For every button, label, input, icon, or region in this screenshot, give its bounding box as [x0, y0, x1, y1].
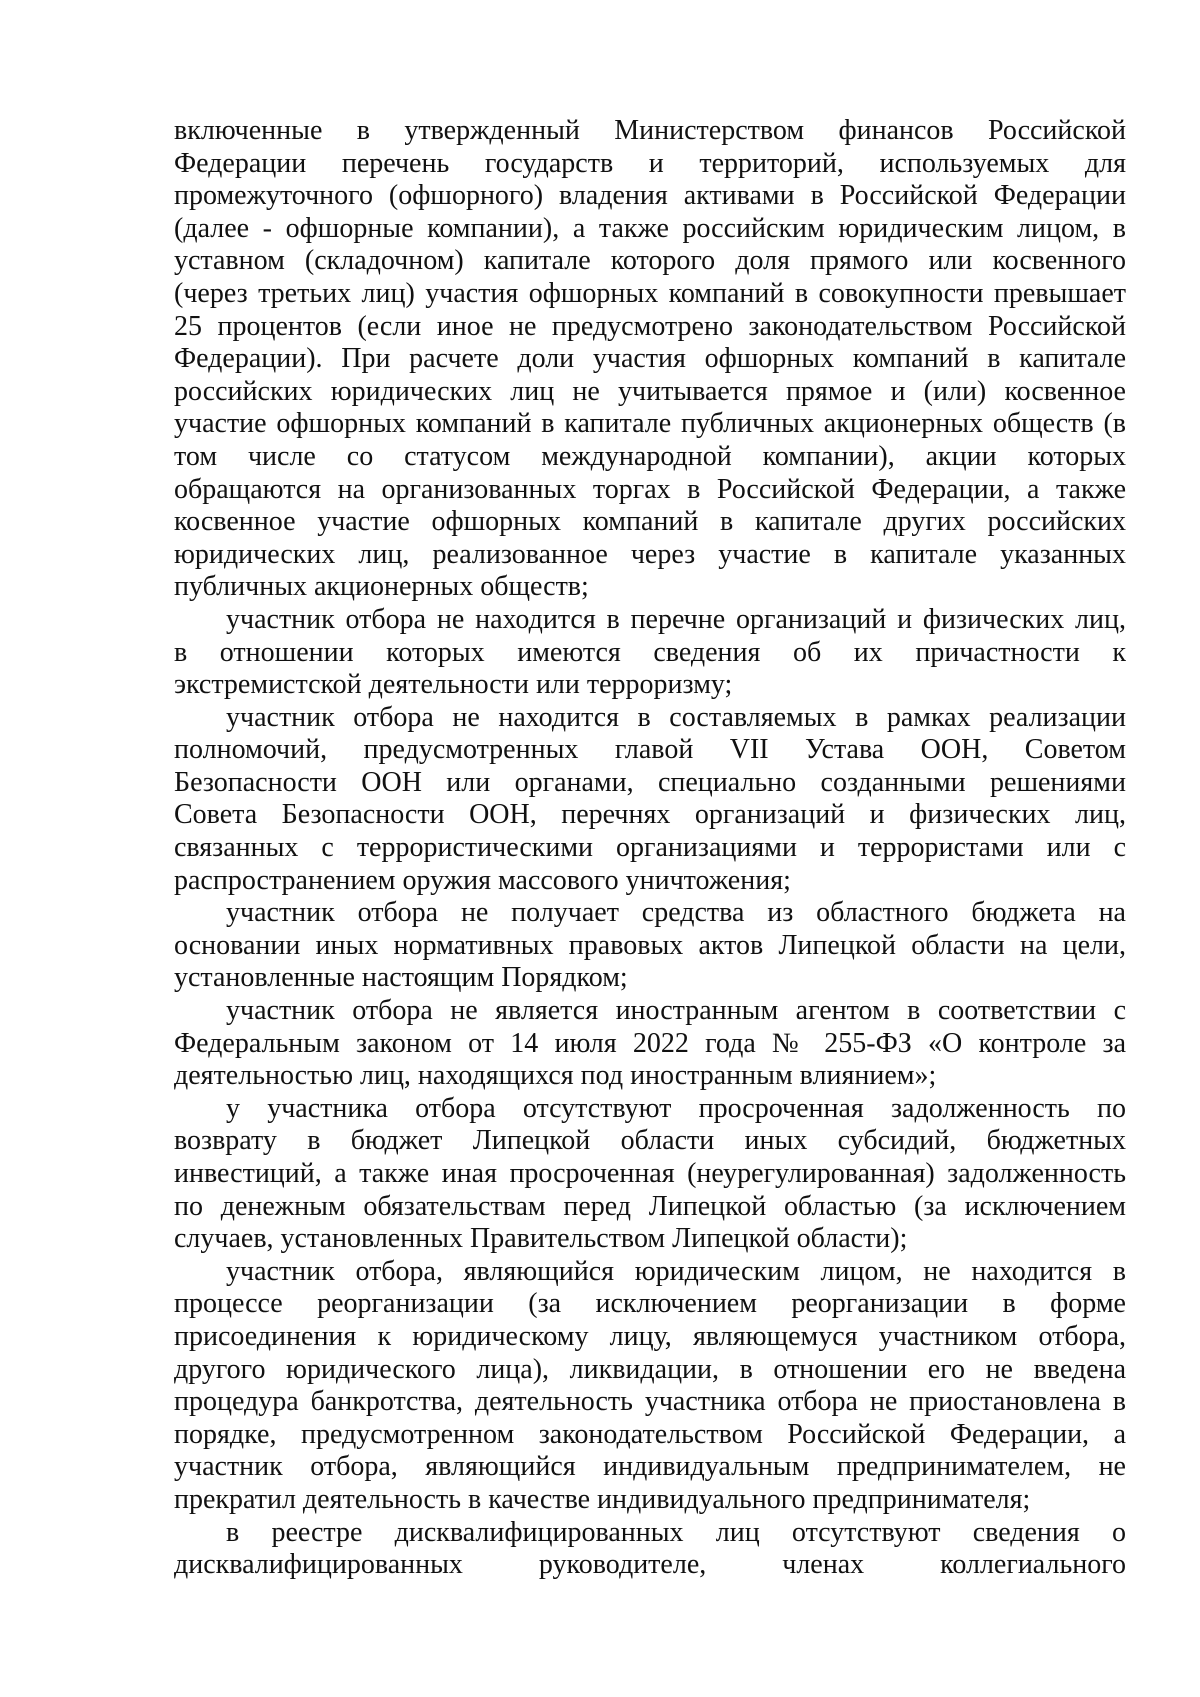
- text-line: процессе реорганизации (за исключением реорганизации в форме: [174, 1288, 1126, 1320]
- paragraph: [174, 702, 1126, 898]
- paragraph: [174, 1517, 1126, 1582]
- text-line: косвенное участие офшорных компаний в капитале других российских: [174, 506, 1126, 538]
- text-line: в отношении которых имеются сведения об их причастности к: [174, 636, 1126, 668]
- text-line: участник отбора, являющийся индивидуальным предпринимателем, не: [174, 1451, 1126, 1483]
- text-line: том числе со статусом международной компании), акции которых: [174, 440, 1126, 472]
- text-line: присоединения к юридическому лицу, являющемуся участником отбора,: [174, 1320, 1126, 1352]
- text-line: (через третьих лиц) участия офшорных компаний в совокупности превышает: [174, 277, 1126, 309]
- text-line: участник отбора не является иностранным агентом в соответствии с: [226, 995, 1126, 1027]
- text-line: Федерации перечень государств и территорий, используемых для: [174, 147, 1126, 179]
- text-line: процедура банкротства, деятельность участника отбора не приостановлена в: [174, 1386, 1126, 1418]
- text-line: участник отбора не находится в перечне организаций и физических лиц,: [226, 603, 1126, 635]
- text-line: 25 процентов (если иное не предусмотрено законодательством Российской: [174, 310, 1126, 342]
- text-line: порядке, предусмотренном законодательством Российской Федерации, а: [174, 1418, 1126, 1450]
- paragraph: [174, 1256, 1126, 1517]
- text-line: юридических лиц, реализованное через участие в капитале указанных: [174, 538, 1126, 570]
- text-line: включенные в утвержденный Министерством финансов Российской: [174, 115, 1126, 146]
- text-line: в реестре дисквалифицированных лиц отсутствуют сведения о: [226, 1516, 1126, 1548]
- text-line: уставном (складочном) капитале которого доля прямого или косвенного: [174, 245, 1126, 277]
- paragraph: [174, 115, 1126, 604]
- text-line: дисквалифицированных руководителе, членах коллегиального: [174, 1549, 1126, 1581]
- text-line: возврату в бюджет Липецкой области иных субсидий, бюджетных: [174, 1125, 1126, 1157]
- text-line: российских юридических лиц не учитывается прямое и (или) косвенное: [174, 375, 1126, 407]
- text-line: Безопасности ООН или органами, специально созданными решениями: [174, 766, 1126, 798]
- paragraph: [174, 897, 1126, 995]
- paragraph: [174, 995, 1126, 1093]
- text-line: установленные настоящим Порядком;: [174, 962, 628, 994]
- text-line: распространением оружия массового уничтожения;: [174, 864, 791, 896]
- paragraph: [174, 1093, 1126, 1256]
- text-line: Федерации). При расчете доли участия офшорных компаний в капитале: [174, 343, 1126, 375]
- document-body: [174, 115, 1126, 1582]
- text-line: другого юридического лица), ликвидации, в отношении его не введена: [174, 1353, 1126, 1385]
- text-line: обращаются на организованных торгах в Российской Федерации, а также: [174, 473, 1126, 505]
- paragraph: [174, 604, 1126, 702]
- text-line: участник отбора не находится в составляемых в рамках реализации: [226, 701, 1126, 733]
- text-line: полномочий, предусмотренных главой VII Устава ООН, Советом: [174, 734, 1126, 766]
- text-line: у участника отбора отсутствуют просроченная задолженность по: [226, 1092, 1126, 1124]
- text-line: по денежным обязательствам перед Липецкой областью (за исключением: [174, 1190, 1126, 1222]
- text-line: публичных акционерных обществ;: [174, 571, 589, 603]
- text-line: Совета Безопасности ООН, перечнях организаций и физических лиц,: [174, 799, 1126, 831]
- text-line: экстремистской деятельности или терроризму;: [174, 669, 733, 701]
- text-line: деятельностью лиц, находящихся под иностранным влиянием»;: [174, 1060, 937, 1092]
- text-line: инвестиций, а также иная просроченная (неурегулированная) задолженность: [174, 1158, 1126, 1189]
- text-line: участие офшорных компаний в капитале публичных акционерных обществ (в: [174, 408, 1126, 440]
- text-line: случаев, установленных Правительством Липецкой области);: [174, 1223, 908, 1255]
- text-line: (далее - офшорные компании), а также российским юридическим лицом, в: [174, 212, 1126, 244]
- text-line: участник отбора, являющийся юридическим лицом, не находится в: [226, 1255, 1126, 1287]
- text-line: промежуточного (офшорного) владения активами в Российской Федерации: [174, 180, 1126, 212]
- text-line: Федеральным законом от 14 июля 2022 года № 255-ФЗ «О контроле за: [174, 1027, 1126, 1059]
- text-line: участник отбора не получает средства из областного бюджета на: [226, 897, 1126, 929]
- text-line: связанных с террористическими организациями и террористами или с: [174, 832, 1126, 864]
- text-line: основании иных нормативных правовых актов Липецкой области на цели,: [174, 929, 1126, 961]
- text-line: прекратил деятельность в качестве индивидуального предпринимателя;: [174, 1483, 1031, 1515]
